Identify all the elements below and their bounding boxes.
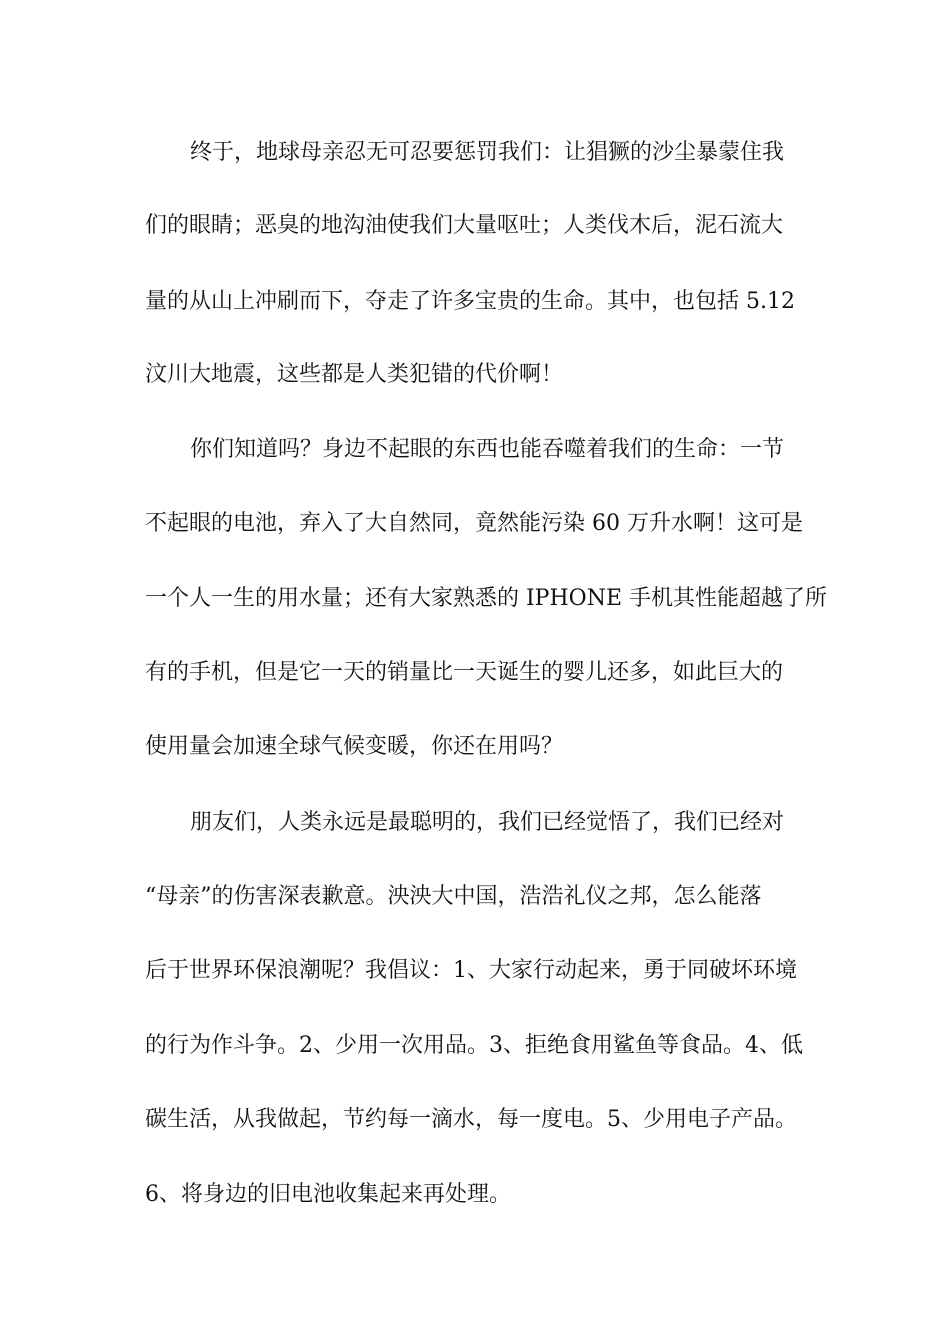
paragraph-2-line-4: 有的手机，但是它一天的销量比一天诞生的婴儿还多，如此巨大的 (145, 660, 784, 685)
paragraph-2-line-3: 一个人一生的用水量；还有大家熟悉的 IPHONE 手机其性能超越了所 (145, 586, 828, 611)
paragraph-3-line-2: “母亲”的伤害深表歉意。泱泱大中国，浩浩礼仪之邦，怎么能落 (145, 884, 762, 909)
paragraph-2-line-2: 不起眼的电池，弃入了大自然同，竟然能污染 60 万升水啊！这可是 (145, 511, 803, 536)
paragraph-3-line-6: 6、将身边的旧电池收集起来再处理。 (145, 1182, 511, 1207)
paragraph-1-line-4: 汶川大地震，这些都是人类犯错的代价啊！ (145, 362, 564, 387)
paragraph-1-line-1: 终于，地球母亲忍无可忍要惩罚我们：让猖獗的沙尘暴蒙住我 (190, 140, 785, 165)
paragraph-1-line-3: 量的从山上冲刷而下，夺走了许多宝贵的生命。其中，也包括 5.12 (145, 289, 795, 314)
paragraph-2-line-1: 你们知道吗？身边不起眼的东西也能吞噬着我们的生命：一节 (190, 437, 785, 462)
paragraph-1-line-2: 们的眼睛；恶臭的地沟油使我们大量呕吐；人类伐木后，泥石流大 (145, 213, 784, 238)
paragraph-3-line-5: 碳生活，从我做起，节约每一滴水，每一度电。5、少用电子产品。 (145, 1107, 797, 1132)
paragraph-2-line-5: 使用量会加速全球气候变暖，你还在用吗？ (145, 734, 564, 759)
paragraph-3-line-3: 后于世界环保浪潮呢？我倡议：1、大家行动起来，勇于同破坏环境 (145, 958, 797, 983)
paragraph-3-line-4: 的行为作斗争。2、少用一次用品。3、拒绝食用鲨鱼等食品。4、低 (145, 1033, 803, 1058)
paragraph-3-line-1: 朋友们，人类永远是最聪明的，我们已经觉悟了，我们已经对 (190, 810, 785, 835)
